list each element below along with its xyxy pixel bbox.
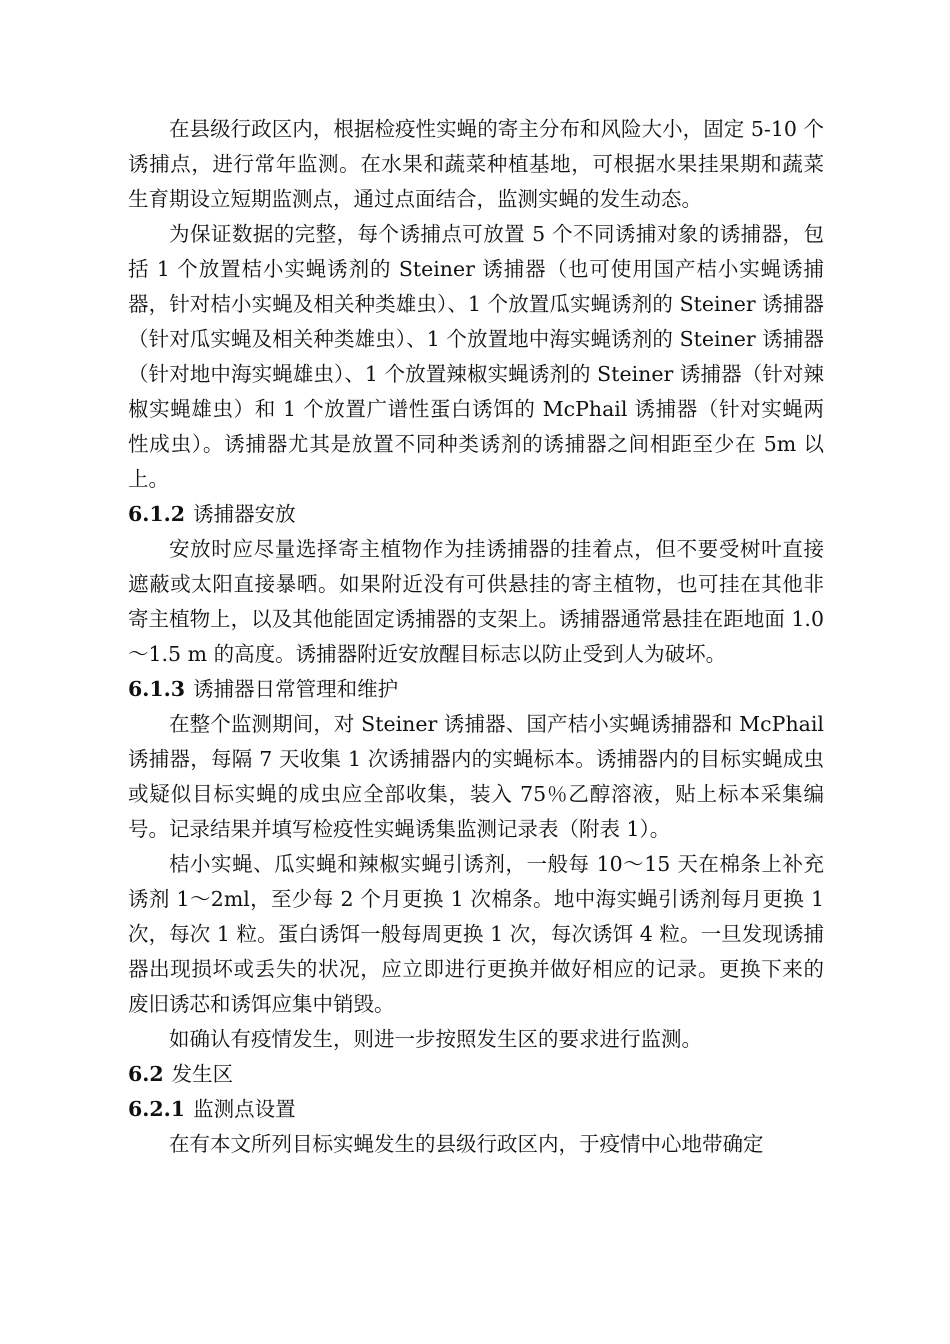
section-title: 监测点设置 (193, 1097, 296, 1121)
section-number: 6.1.3 (128, 677, 186, 701)
paragraph-monitoring-site-setup: 在有本文所列目标实蝇发生的县级行政区内，于疫情中心地带确定 (169, 1132, 764, 1156)
paragraph-trap-maintenance: 在整个监测期间，对 Steiner 诱捕器、国产桔小实蝇诱捕器和 McPhail 诱捕器，每隔 7 天收集 1 次诱捕器内的实蝇标本。诱捕器内的目标实蝇成虫或疑似目标实蝇的成虫应全部收集，装入 75％乙醇溶液，贴上标本采集编号。记录结果并填写检疫性实蝇诱集监测记录表（附表 1）。 (128, 712, 824, 841)
section-heading-6-1-3 (128, 672, 824, 707)
section-title: 发生区 (171, 1062, 234, 1086)
paragraph-trap-placement: 安放时应尽量选择寄主植物作为挂诱捕器的挂着点，但不要受树叶直接遮蔽或太阳直接暴晒。如果附近没有可供悬挂的寄主植物，也可挂在其他非寄主植物上，以及其他能固定诱捕器的支架上。诱捕器通常悬挂在距地面 1.0～1.5 m 的高度。诱捕器附近安放醒目标志以防止受到人为破坏。 (128, 537, 824, 666)
paragraph-fixed-trap-points: 在县级行政区内，根据检疫性实蝇的寄主分布和风险大小，固定 5-10 个诱捕点，进行常年监测。在水果和蔬菜种植基地，可根据水果挂果期和蔬菜生育期设立短期监测点，通过点面结合，监测实蝇的发生动态。 (128, 117, 824, 211)
section-number: 6.2 (128, 1062, 164, 1086)
section-title: 诱捕器日常管理和维护 (193, 677, 399, 701)
paragraph-lure-replacement: 桔小实蝇、瓜实蝇和辣椒实蝇引诱剂，一般每 10～15 天在棉条上补充诱剂 1～2ml，至少每 2 个月更换 1 次棉条。地中海实蝇引诱剂每月更换 1 次，每次 1 粒。蛋白诱饵一般每周更换 1 次，每次诱饵 4 粒。一旦发现诱捕器出现损坏或丢失的状况，应立即进行更换并做好相应的记录。更换下来的废旧诱芯和诱饵应集中销毁。 (128, 852, 824, 1016)
paragraph-trap-types: 为保证数据的完整，每个诱捕点可放置 5 个不同诱捕对象的诱捕器，包括 1 个放置桔小实蝇诱剂的 Steiner 诱捕器（也可使用国产桔小实蝇诱捕器，针对桔小实蝇及相关种类雄虫）、1 个放置瓜实蝇诱剂的 Steiner 诱捕器（针对瓜实蝇及相关种类雄虫）、1 个放置地中海实蝇诱剂的 Steiner 诱捕器（针对地中海实蝇雄虫）、1 个放置辣椒实蝇诱剂的 Steiner 诱捕器（针对辣椒实蝇雄虫）和 1 个放置广谱性蛋白诱饵的 McPhail 诱捕器（针对实蝇两性成虫）。诱捕器尤其是放置不同种类诱剂的诱捕器之间相距至少在 5m 以上。 (128, 222, 824, 491)
section-heading-6-2 (128, 1057, 824, 1092)
section-heading-6-1-2 (128, 497, 824, 532)
section-heading-6-2-1 (128, 1092, 824, 1127)
section-title: 诱捕器安放 (193, 502, 296, 526)
section-number: 6.1.2 (128, 502, 186, 526)
section-number: 6.2.1 (128, 1097, 186, 1121)
paragraph-outbreak-monitoring: 如确认有疫情发生，则进一步按照发生区的要求进行监测。 (169, 1027, 702, 1051)
document-page (128, 112, 824, 1162)
